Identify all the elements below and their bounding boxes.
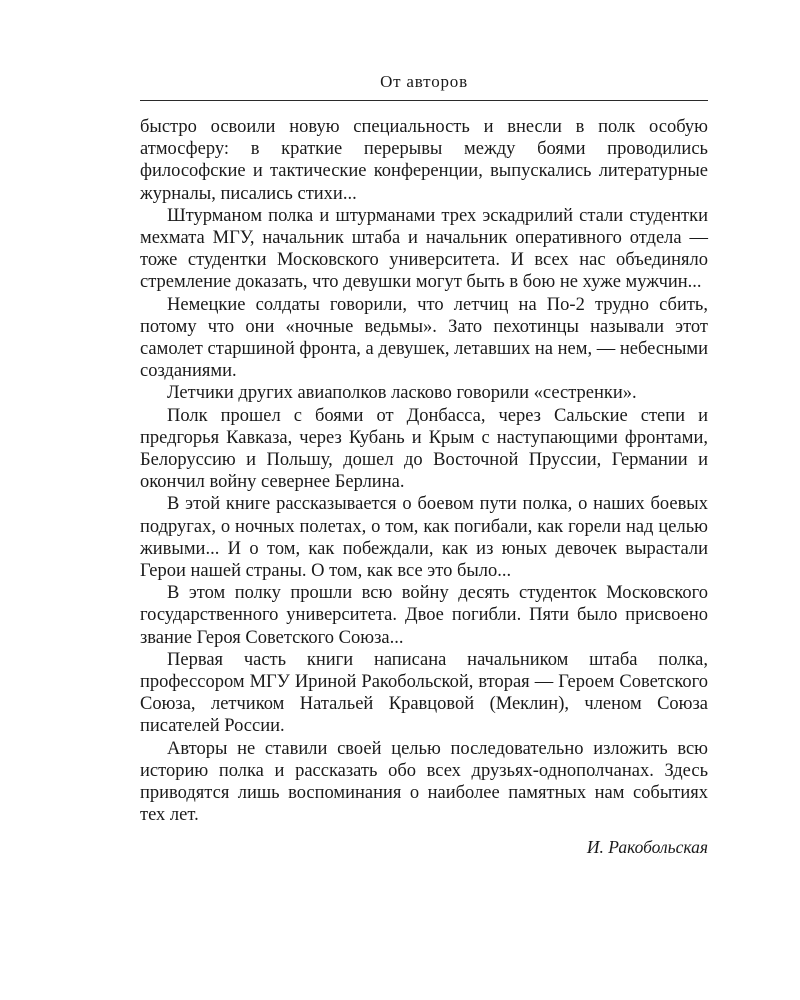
paragraph-8: Первая часть книги написана начальником штаба полка, профессором МГУ Ириной Ракобольской, вторая — Героем Советского Союза, летчиком Натальей Кравцовой (Меклин), членом Союза писателей России. (140, 649, 708, 737)
paragraph-7: В этом полку прошли всю войну десять студенток Московского государственного университета. Двое погибли. Пяти было присвоено звание Героя Советского Союза... (140, 583, 708, 648)
paragraph-1: быстро освоили новую специальность и внесли в полк особую атмосферу: в краткие перерывы между боями проводились философские и тактические конференции, выпускались литературные журналы, писались стихи... (140, 117, 708, 204)
author-signature: И. Ракобольская (586, 837, 708, 857)
body-text (140, 116, 708, 827)
paragraph-3: Немецкие солдаты говорили, что летчиц на По-2 трудно сбить, потому что они «ночные ведьмы». Зато пехотинцы называли этот самолет старшиной фронта, а девушек, летавших на нем, — небесными созданиями. (140, 294, 708, 382)
paragraph-5: Полк прошел с боями от Донбасса, через Сальские степи и предгорья Кавказа, через Кубань и Крым с наступающими фронтами, Белоруссию и Польшу, дошел до Восточной Пруссии, Германии и окончил войну севернее Берлина. (140, 405, 708, 493)
paragraph-2: Штурманом полка и штурманами трех эскадрилий стали студентки мехмата МГУ, начальник штаба и начальник оперативного отдела — тоже студентки Московского университета. И всех нас объединяло стремление доказать, что девушки могут быть в бою не хуже мужчин... (140, 205, 708, 293)
paragraph-9: Авторы не ставили своей целью последовательно изложить всю историю полка и рассказать обо всех друзьях-однополчанах. Здесь приводятся лишь воспоминания о наиболее памятных нам событиях тех лет. (140, 738, 708, 826)
paragraph-6: В этой книге рассказывается о боевом пути полка, о наших боевых подругах, о ночных полетах, о том, как погибали, как горели над целью живыми... И о том, как побеждали, как из юных девочек вырастали Герои нашей страны. О том, как все это было... (140, 494, 708, 582)
header-rule (140, 100, 708, 101)
running-head: От авторов (380, 72, 468, 91)
paragraph-4: Летчики других авиаполков ласково говорили «сестренки». (167, 383, 637, 404)
